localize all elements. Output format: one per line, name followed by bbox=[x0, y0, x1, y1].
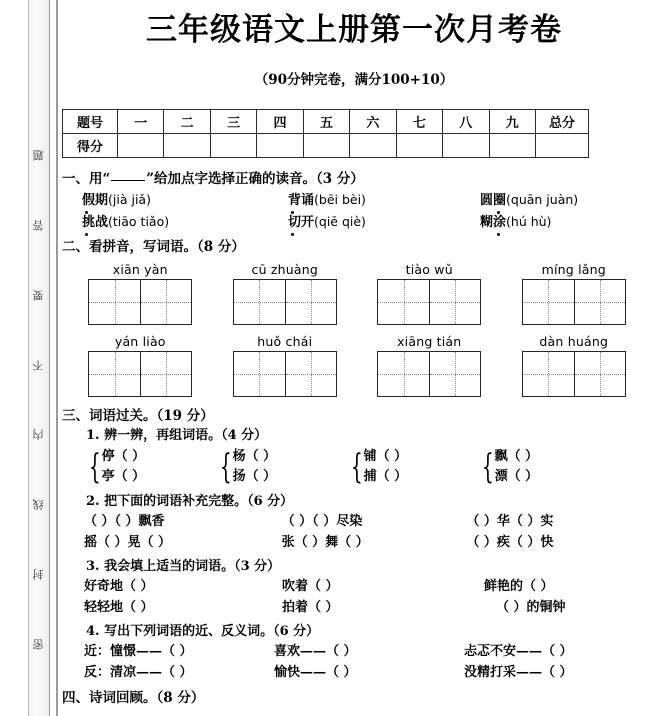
collocation-item[interactable]: （ ）的铜钟 bbox=[496, 600, 566, 615]
pinyin-word-slot[interactable] bbox=[357, 262, 502, 325]
word-build-group[interactable] bbox=[346, 447, 477, 487]
section-3-sub-1-rows bbox=[84, 447, 646, 487]
tianzige-cell[interactable] bbox=[285, 280, 336, 324]
pinyin-word-slot[interactable] bbox=[68, 262, 213, 325]
section-3-sub-2-row-1 bbox=[84, 511, 646, 532]
tianzige-grid[interactable] bbox=[88, 279, 192, 325]
sub-1-label: 1. 辨一辨，再组词语。 bbox=[86, 428, 222, 443]
section-2-number: 二、 bbox=[62, 239, 89, 255]
tianzige-cell[interactable] bbox=[574, 280, 625, 324]
page-title: 三年级语文上册第一次月考卷 bbox=[146, 12, 562, 48]
section-1-row-1 bbox=[82, 189, 646, 211]
sub-3-points: （3 分） bbox=[234, 559, 281, 574]
tianzige-grid[interactable] bbox=[233, 351, 337, 397]
section-3-sub-4-heading bbox=[86, 622, 646, 641]
collocation-item[interactable]: 拍着（ ） bbox=[282, 600, 339, 615]
seal-char: 内 bbox=[32, 429, 45, 441]
collocation-item[interactable]: 吹着（ ） bbox=[282, 579, 339, 594]
pinyin-word-slot[interactable] bbox=[502, 262, 646, 325]
word-build-pair bbox=[233, 447, 277, 487]
section-3 bbox=[62, 406, 646, 683]
pinyin-word-slot[interactable] bbox=[68, 334, 213, 397]
pinyin-label: míng lǎng bbox=[541, 262, 606, 277]
tianzige-cell[interactable] bbox=[234, 280, 285, 324]
section-4-heading bbox=[62, 688, 646, 708]
pinyin-word-slot[interactable] bbox=[502, 334, 646, 397]
pinyin-word-slot[interactable] bbox=[357, 334, 502, 397]
score-table-header-cell: 七 bbox=[396, 110, 442, 134]
emphasis-dot-icon bbox=[85, 233, 88, 236]
pronunciation-word: 挑战 bbox=[82, 215, 109, 230]
tianzige-cell[interactable] bbox=[140, 280, 191, 324]
section-1-heading bbox=[62, 169, 646, 189]
score-table-header-cell: 五 bbox=[303, 110, 349, 134]
pinyin-label: xiāng tián bbox=[397, 334, 462, 349]
exam-content bbox=[62, 0, 646, 716]
exam-subtitle: （90分钟完卷，满分100+10） bbox=[254, 72, 454, 88]
pronunciation-options: (quān juàn) bbox=[506, 192, 579, 207]
tianzige-cell[interactable] bbox=[140, 352, 191, 396]
table-row bbox=[63, 134, 589, 158]
synonym-item[interactable]: 忐忑不安——（ ） bbox=[464, 644, 573, 659]
word-build-group[interactable] bbox=[84, 447, 215, 487]
tianzige-cell[interactable] bbox=[89, 280, 140, 324]
section-1-row-2 bbox=[82, 211, 646, 233]
seal-char: 密 bbox=[32, 638, 45, 650]
score-cell[interactable] bbox=[257, 134, 303, 158]
section-2 bbox=[62, 237, 646, 397]
sub-1-points: （4 分） bbox=[221, 428, 268, 443]
idiom-blank-item[interactable]: （ ）（ ）飘香 bbox=[84, 514, 165, 529]
curly-brace-icon: { bbox=[219, 447, 232, 487]
pronunciation-item[interactable] bbox=[480, 211, 551, 233]
seal-char: 答 bbox=[32, 219, 45, 231]
tianzige-cell[interactable] bbox=[523, 352, 574, 396]
section-1-points: （3 分） bbox=[316, 171, 364, 187]
synonym-item[interactable]: 喜欢——（ ） bbox=[274, 644, 357, 659]
pronunciation-item[interactable] bbox=[82, 211, 288, 233]
pinyin-label: cū zhuàng bbox=[251, 262, 318, 277]
seal-char: 线 bbox=[32, 499, 45, 511]
emphasis-dot-icon bbox=[497, 233, 500, 236]
section-1-title-after: ”给加点字选择正确的读音。 bbox=[146, 171, 317, 187]
score-cell[interactable] bbox=[118, 134, 164, 158]
pinyin-label: tiào wǔ bbox=[405, 262, 453, 277]
section-3-title: 词语过关。 bbox=[89, 408, 157, 424]
tianzige-grid[interactable] bbox=[377, 351, 481, 397]
pronunciation-word: 背诵 bbox=[288, 193, 315, 208]
pronunciation-item[interactable] bbox=[82, 189, 288, 211]
pinyin-word-slot[interactable] bbox=[213, 262, 358, 325]
idiom-blank-item[interactable]: （ ）（ ）尽染 bbox=[281, 514, 363, 529]
section-3-sub-2-heading bbox=[86, 492, 646, 511]
curly-brace-icon: { bbox=[88, 447, 101, 487]
tianzige-cell[interactable] bbox=[89, 352, 140, 396]
section-1 bbox=[62, 169, 646, 233]
score-cell[interactable] bbox=[164, 134, 210, 158]
score-cell[interactable] bbox=[210, 134, 256, 158]
word-build-group[interactable] bbox=[215, 447, 346, 487]
score-table-header-cell: 六 bbox=[350, 110, 396, 134]
emphasis-dot-icon bbox=[291, 233, 294, 236]
tianzige-grid[interactable] bbox=[377, 279, 481, 325]
tianzige-cell[interactable] bbox=[429, 280, 480, 324]
section-1-number: 一、 bbox=[62, 171, 89, 187]
word-build-top[interactable]: 杨（ ） bbox=[232, 449, 277, 464]
word-build-bottom[interactable]: 捕（ ） bbox=[363, 469, 408, 484]
synonym-item[interactable]: 近：憧憬——（ ） bbox=[84, 644, 193, 659]
pronunciation-word: 切开 bbox=[288, 215, 315, 230]
antonym-item[interactable]: 没精打采——（ ） bbox=[464, 665, 573, 680]
score-table-header-cell: 二 bbox=[164, 110, 210, 134]
score-cell[interactable] bbox=[443, 134, 489, 158]
tianzige-grid[interactable] bbox=[88, 351, 192, 397]
section-4-number: 四、 bbox=[62, 690, 89, 706]
idiom-blank-item[interactable]: （ ）疾（ ）快 bbox=[466, 535, 554, 550]
section-2-grid-row-2 bbox=[68, 334, 646, 397]
pinyin-word-slot[interactable] bbox=[213, 334, 358, 397]
curly-brace-icon: { bbox=[350, 447, 363, 487]
blank-underline bbox=[111, 180, 145, 181]
tianzige-cell[interactable] bbox=[574, 352, 625, 396]
section-2-title: 看拼音，写词语。 bbox=[89, 239, 197, 255]
tianzige-cell[interactable] bbox=[378, 280, 429, 324]
tianzige-grid[interactable] bbox=[233, 279, 337, 325]
collocation-item[interactable]: 好奇地（ ） bbox=[84, 579, 154, 594]
pronunciation-options: (qiē qiè) bbox=[314, 214, 366, 229]
score-cell[interactable] bbox=[350, 134, 396, 158]
seal-char: 不 bbox=[32, 359, 45, 371]
score-cell[interactable] bbox=[396, 134, 442, 158]
section-2-heading bbox=[62, 237, 646, 257]
antonym-item[interactable]: 愉快——（ ） bbox=[274, 665, 357, 680]
score-table-header-cell: 三 bbox=[210, 110, 256, 134]
section-3-sub-3-row-1 bbox=[84, 576, 646, 597]
pronunciation-options: (jià jiǎ) bbox=[108, 192, 151, 207]
score-table-row-label: 得分 bbox=[63, 134, 118, 158]
section-3-points: （19 分） bbox=[156, 408, 214, 424]
word-build-top[interactable]: 停（ ） bbox=[101, 449, 146, 464]
score-table-row-label: 题号 bbox=[63, 110, 118, 134]
word-build-pair bbox=[102, 447, 146, 487]
sub-2-points: （6 分） bbox=[247, 494, 294, 509]
pinyin-label: xiān yàn bbox=[112, 262, 168, 277]
pinyin-label: dàn huáng bbox=[539, 334, 609, 349]
pronunciation-options: (bēi bèi) bbox=[314, 192, 366, 207]
collocation-item[interactable]: 轻轻地（ ） bbox=[84, 600, 154, 615]
section-3-number: 三、 bbox=[62, 408, 89, 424]
section-3-sub-4-row-1 bbox=[84, 641, 646, 662]
sub-4-label: 4. 写出下列词语的近、反义词。 bbox=[86, 624, 274, 639]
tianzige-cell[interactable] bbox=[285, 352, 336, 396]
tianzige-cell[interactable] bbox=[429, 352, 480, 396]
word-build-group[interactable] bbox=[477, 447, 608, 487]
section-3-sub-3-row-2 bbox=[84, 597, 646, 618]
score-table-header-cell: 四 bbox=[257, 110, 303, 134]
section-3-sub-3-heading bbox=[86, 557, 646, 576]
score-table-header-cell-total: 总分 bbox=[536, 110, 589, 134]
score-cell[interactable] bbox=[303, 134, 349, 158]
score-cell-total[interactable] bbox=[536, 134, 589, 158]
pronunciation-word: 糊涂 bbox=[480, 215, 507, 230]
word-build-pair bbox=[495, 447, 539, 487]
section-3-heading bbox=[62, 406, 646, 426]
pinyin-label: huǒ chái bbox=[257, 334, 313, 349]
section-2-points: （8 分） bbox=[197, 239, 245, 255]
table-row bbox=[63, 110, 589, 134]
score-cell[interactable] bbox=[489, 134, 536, 158]
idiom-blank-item[interactable]: 张（ ）舞（ ） bbox=[281, 535, 369, 550]
score-table-header-cell: 八 bbox=[443, 110, 489, 134]
section-4-title: 诗词回顾。 bbox=[89, 690, 157, 706]
idiom-blank-item[interactable]: 摇（ ）晃（ ） bbox=[84, 535, 172, 550]
pronunciation-item[interactable] bbox=[288, 211, 480, 233]
sub-4-points: （6 分） bbox=[273, 624, 320, 639]
word-build-bottom[interactable]: 漂（ ） bbox=[494, 469, 539, 484]
score-table bbox=[62, 109, 589, 158]
score-table-header-cell: 九 bbox=[489, 110, 536, 134]
word-build-top[interactable]: 飘（ ） bbox=[494, 449, 539, 464]
curly-brace-icon: { bbox=[481, 447, 494, 487]
section-3-sub-4-row-2 bbox=[84, 662, 646, 683]
score-table-header-cell: 一 bbox=[118, 110, 164, 134]
seal-char: 题 bbox=[32, 150, 45, 161]
tianzige-cell[interactable] bbox=[378, 352, 429, 396]
tianzige-grid[interactable] bbox=[522, 279, 626, 325]
pronunciation-options: (tiāo tiǎo) bbox=[108, 214, 170, 229]
collocation-item[interactable]: 鲜艳的（ ） bbox=[484, 579, 554, 594]
seal-char: 封 bbox=[32, 569, 45, 581]
section-2-grid-row-1 bbox=[68, 262, 646, 325]
pinyin-label: yán liào bbox=[114, 334, 166, 349]
section-3-sub-2-row-2 bbox=[84, 532, 646, 553]
seal-char: 要 bbox=[32, 289, 45, 301]
sub-2-label: 2. 把下面的词语补充完整。 bbox=[86, 494, 248, 509]
tianzige-cell[interactable] bbox=[523, 280, 574, 324]
antonym-item[interactable]: 反：清凉——（ ） bbox=[84, 665, 193, 680]
section-4-points: （8 分） bbox=[156, 690, 205, 706]
pronunciation-word: 圆圈 bbox=[480, 193, 507, 208]
word-build-pair bbox=[364, 447, 408, 487]
word-build-bottom[interactable]: 亭（ ） bbox=[101, 469, 146, 484]
sub-3-label: 3. 我会填上适当的词语。 bbox=[86, 559, 235, 574]
pronunciation-item[interactable] bbox=[288, 189, 480, 211]
word-build-top[interactable]: 铺（ ） bbox=[363, 449, 408, 464]
sealing-margin-rail bbox=[56, 0, 58, 716]
section-1-title-before: 用“ bbox=[89, 171, 111, 187]
pronunciation-item[interactable] bbox=[480, 189, 578, 211]
tianzige-grid[interactable] bbox=[522, 351, 626, 397]
tianzige-cell[interactable] bbox=[234, 352, 285, 396]
idiom-blank-item[interactable]: （ ）华（ ）实 bbox=[466, 514, 554, 529]
section-3-sub-1-heading bbox=[86, 426, 646, 445]
word-build-bottom[interactable]: 扬（ ） bbox=[232, 469, 277, 484]
sealing-margin-text bbox=[28, 150, 50, 650]
pronunciation-word: 假期 bbox=[82, 193, 109, 208]
pronunciation-options: (hú hù) bbox=[506, 214, 552, 229]
